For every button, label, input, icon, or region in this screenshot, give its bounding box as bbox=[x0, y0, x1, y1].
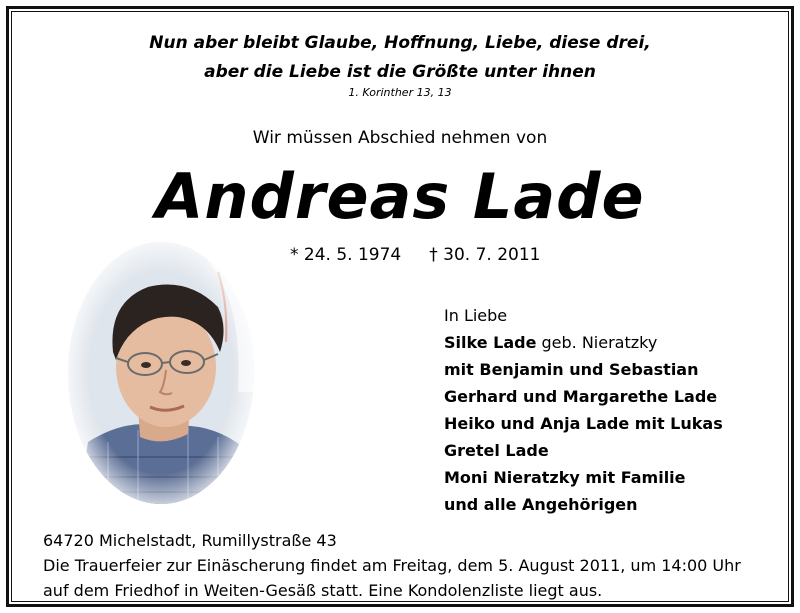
verse-reference: 1. Korinther 13, 13 bbox=[348, 86, 452, 99]
birth-date: * 24. 5. 1974 bbox=[290, 245, 402, 265]
intro-text: Wir müssen Abschied nehmen von bbox=[252, 128, 548, 148]
obituary-inner-border bbox=[11, 11, 789, 602]
survivor-line bbox=[444, 329, 723, 356]
bible-verse bbox=[12, 29, 788, 87]
deceased-name: Andreas Lade bbox=[155, 160, 645, 233]
family-address: 64720 Michelstadt, Rumillystraße 43 bbox=[43, 531, 337, 550]
portrait-illustration bbox=[68, 242, 254, 504]
service-line-2: auf dem Friedhof in Weiten-Gesäß statt. Eine Kondolenzliste liegt aus. bbox=[43, 581, 603, 600]
survivors-list bbox=[444, 302, 723, 518]
survivor-line: und alle Angehörigen bbox=[444, 495, 638, 514]
survivor-line: Gerhard und Margarethe Lade bbox=[444, 387, 718, 406]
survivor-primary-suffix: geb. Nieratzky bbox=[536, 333, 658, 352]
service-line-1: Die Trauerfeier zur Einäscherung findet am Freitag, dem 5. August 2011, um 14:00 Uhr bbox=[43, 556, 741, 575]
obituary-frame bbox=[6, 6, 794, 607]
verse-line-2: aber die Liebe ist die Größte unter ihnen bbox=[204, 62, 596, 82]
survivor-line: Moni Nieratzky mit Familie bbox=[444, 468, 686, 487]
survivor-primary-name: Silke Lade bbox=[444, 333, 537, 352]
survivor-line: Heiko und Anja Lade mit Lukas bbox=[444, 414, 723, 433]
verse-line-1: Nun aber bleibt Glaube, Hoffnung, Liebe, diese drei, bbox=[149, 33, 651, 53]
survivor-line: Gretel Lade bbox=[444, 441, 549, 460]
death-date: † 30. 7. 2011 bbox=[429, 245, 541, 265]
footer-notice bbox=[43, 528, 741, 603]
survivors-heading: In Liebe bbox=[444, 306, 508, 325]
portrait-photo bbox=[68, 242, 254, 504]
life-dates bbox=[290, 245, 540, 265]
survivor-line: mit Benjamin und Sebastian bbox=[444, 360, 699, 379]
